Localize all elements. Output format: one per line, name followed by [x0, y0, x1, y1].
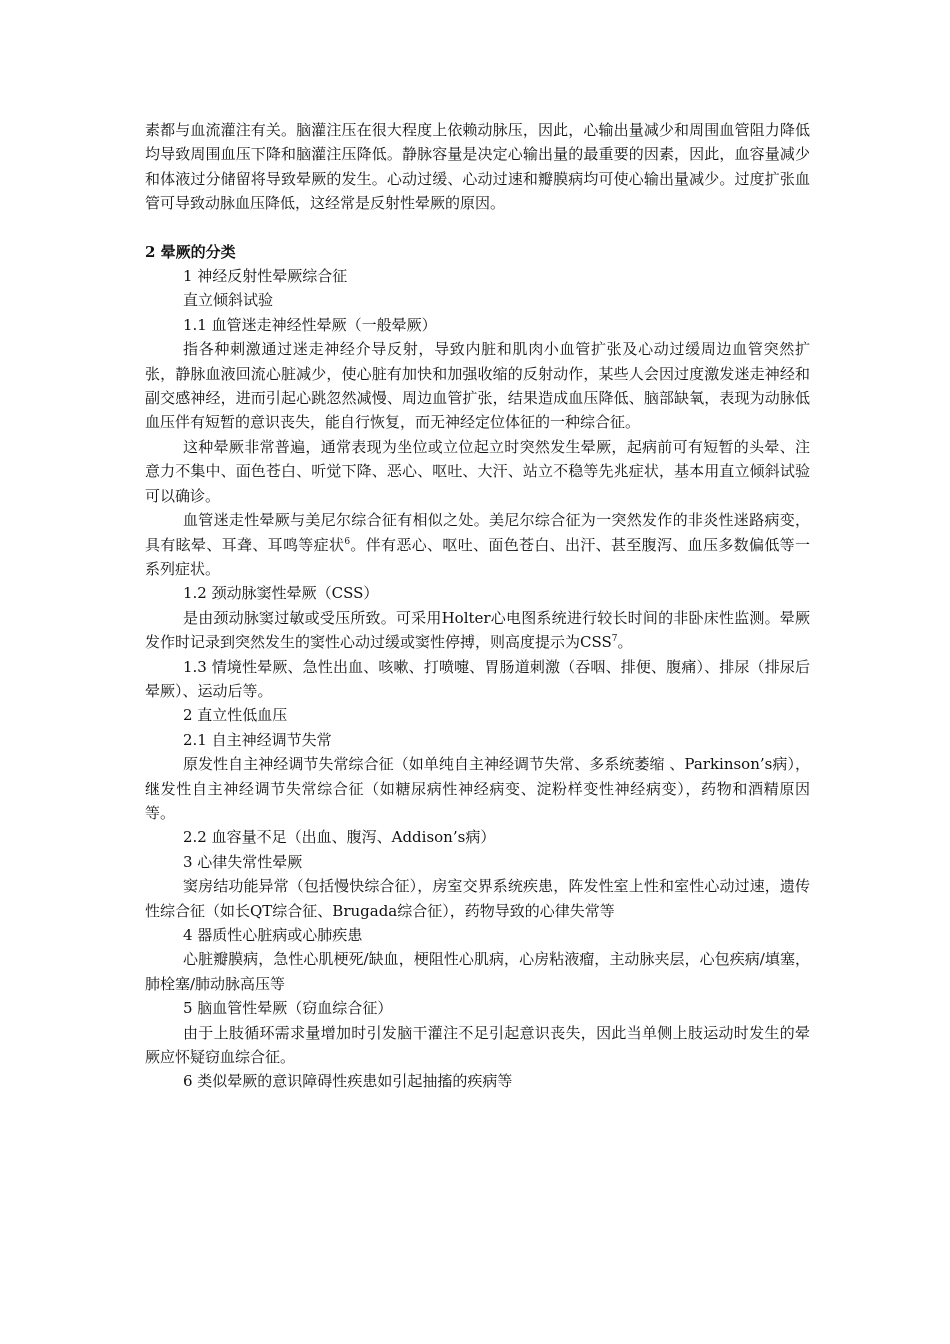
paragraph-css [145, 606, 810, 655]
paragraph-steal: 由于上肢循环需求量增加时引发脑干灌注不足引起意识丧失，因此当单侧上肢运动时发生的晕厥应怀疑窃血综合征。 [145, 1023, 810, 1067]
subheading-2: 2 直立性低血压 [183, 706, 288, 725]
paragraph-1-3: 1.3 情境性晕厥、急性出血、咳嗽、打喷嚏、胃肠道刺激（吞咽、排便、腹痛）、排尿（排尿后晕厥）、运动后等。 [145, 657, 810, 700]
citation-6: 6 [344, 536, 351, 547]
paragraph-intro: 素都与血流灌注有关。脑灌注压在很大程度上依赖动脉压，因此，心输出量减少和周围血管阻力降低均导致周围血压下降和脑灌注压降低。静脉容量是决定心输出量的最重要的因素，因此，血容量减少和体液过分储留将导致晕厥的发生。心动过缓、心动过速和瓣膜病均可使心输出量减少。过度扩张血管可导致动脉血压降低，这经常是反射性晕厥的原因。 [145, 121, 810, 213]
subheading-1: 1 神经反射性晕厥综合征 [183, 267, 348, 286]
paragraph-meniere [145, 508, 810, 581]
section-heading: 2 晕厥的分类 [145, 242, 236, 261]
subheading-3: 3 心律失常性晕厥 [183, 852, 303, 871]
paragraph-vasovagal: 指各种刺激通过迷走神经介导反射，导致内脏和肌肉小血管扩张及心动过缓周边血管突然扩张，静脉血液回流心脏减少，使心脏有加快和加强收缩的反射动作，某些人会因过度激发迷走神经和副交感神经，进而引起心跳忽然减慢、周边血管扩张，结果造成血压降低、脑部缺氧，表现为动脉低血压伴有短暂的意识丧失，能自行恢复，而无神经定位体征的一种综合征。 [145, 340, 810, 432]
subheading-2-1: 2.1 自主神经调节失常 [183, 730, 332, 749]
meniere-text-a: 血管迷走性晕厥与美尼尔综合征有相似之处。美尼尔综合征为一突然发作的非炎性迷路病变，具有眩晕、耳聋、耳鸣等症状 [145, 511, 810, 554]
paragraph-autonomic: 原发性自主神经调节失常综合征（如单纯自主神经调节失常、多系统萎缩 、Parkinson’s病），继发性自主神经调节失常综合征（如糖尿病性神经病变、淀粉样变性神经病变），药物和酒精原因等。 [145, 755, 810, 822]
subheading-4: 4 器质性心脏病或心肺疾患 [183, 926, 363, 944]
paragraph-common: 这种晕厥非常普遍，通常表现为坐位或立位起立时突然发生晕厥，起病前可有短暂的头晕、注意力不集中、面色苍白、听觉下降、恶心、呕吐、大汗、站立不稳等先兆症状，基本用直立倾斜试验可以确诊。 [145, 437, 810, 505]
meniere-text-b: 。伴有恶心、呕吐、面色苍白、出汗、甚至腹泻、血压多数偏低等一系列症状。 [145, 535, 810, 578]
subheading-1-2: 1.2 颈动脉窦性晕厥（CSS） [183, 584, 379, 603]
subheading-5: 5 脑血管性晕厥（窃血综合征） [183, 999, 393, 1018]
subheading-1-1: 1.1 血管迷走神经性晕厥（一般晕厥） [183, 315, 437, 334]
paragraph-arrhythmia: 窦房结功能异常（包括慢快综合征），房室交界系统疾患，阵发性室上性和室性心动过速，遗传性综合征（如长QT综合征、Brugada综合征），药物导致的心律失常等 [145, 877, 810, 920]
subheading-6: 6 类似晕厥的意识障碍性疾患如引起抽搐的疾病等 [183, 1072, 513, 1091]
citation-7: 7 [611, 634, 618, 645]
paragraph-cardiac: 心脏瓣膜病，急性心肌梗死/缺血，梗阻性心肌病，心房粘液瘤，主动脉夹层，心包疾病/填塞，肺栓塞/肺动脉高压等 [145, 950, 810, 993]
document-page [145, 118, 810, 1094]
css-text-b: 。 [617, 633, 633, 652]
subheading-tilt-test: 直立倾斜试验 [183, 291, 274, 310]
subheading-2-2: 2.2 血容量不足（出血、腹泻、Addison’s病） [183, 828, 496, 847]
css-text-a: 是由颈动脉窦过敏或受压所致。可采用Holter心电图系统进行较长时间的非卧床性监测。晕厥发作时记录到突然发生的窦性心动过缓或窦性停搏，则高度提示为CSS [145, 608, 810, 652]
